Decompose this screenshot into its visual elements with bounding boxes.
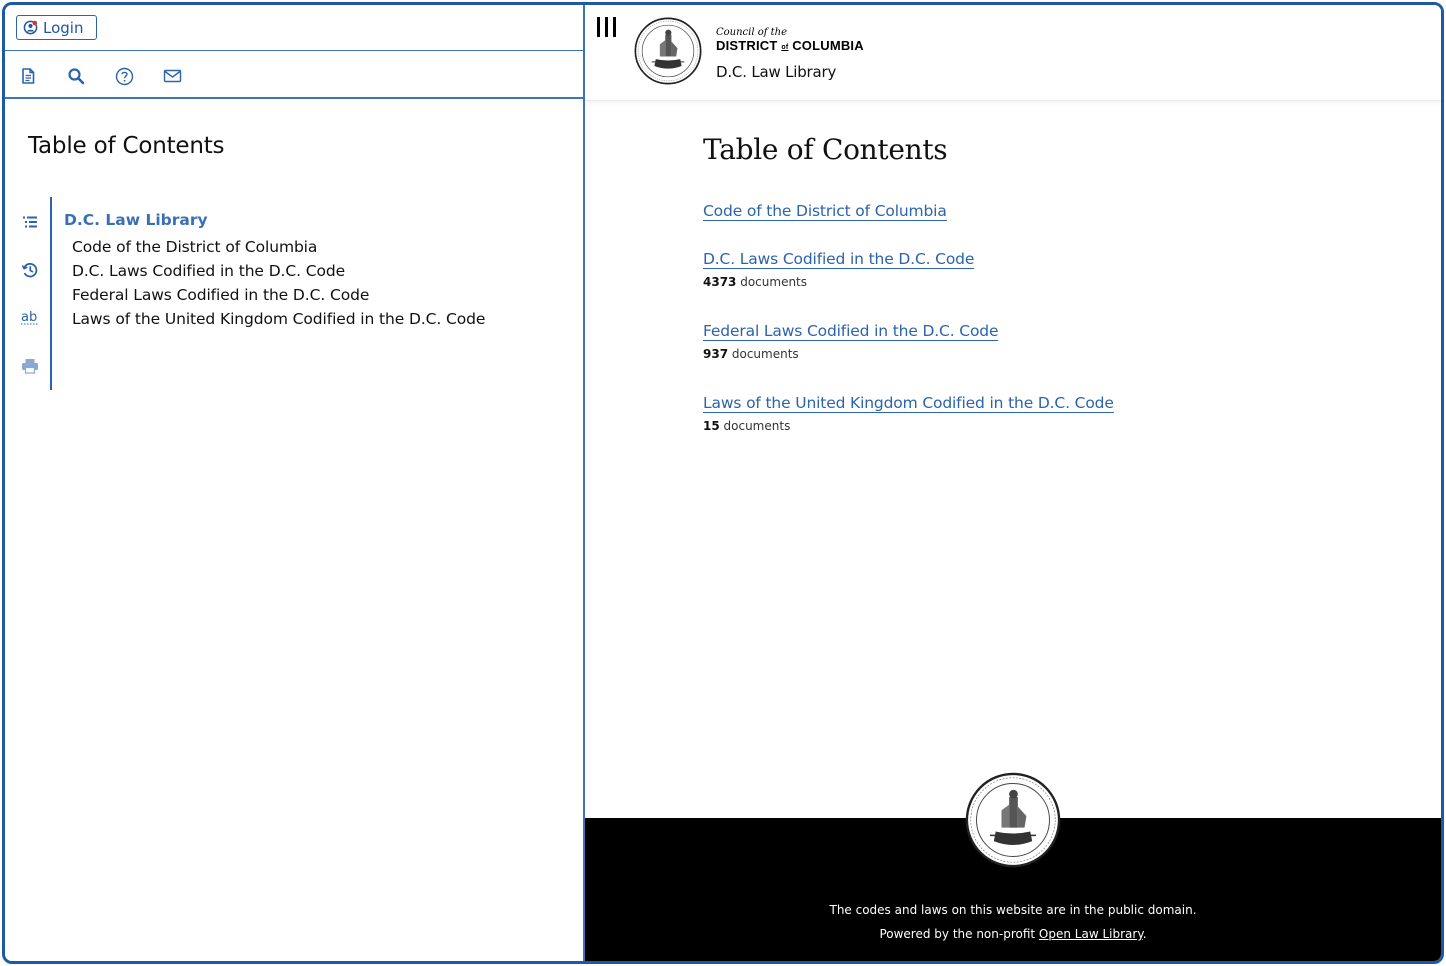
tree-item[interactable]: Laws of the United Kingdom Codified in the D.C. Code [72,310,486,328]
district-logo-text: DISTRICT of COLUMBIA [716,38,864,53]
toc-entry [703,249,974,289]
login-label: Login [43,18,84,37]
history-icon [21,261,39,279]
main-panel [585,5,1441,961]
open-law-library-link[interactable]: Open Law Library [1038,927,1143,941]
tree-root-item[interactable]: D.C. Law Library [64,211,208,229]
document-count: 937 documents [703,347,799,361]
toc-entry [703,393,1114,433]
menu-button[interactable] [597,17,621,39]
login-button[interactable] [16,15,97,40]
toc-entry-link[interactable]: Federal Laws Codified in the D.C. Code [703,322,999,340]
toc-entry-link[interactable]: Laws of the United Kingdom Codified in the D.C. Code [703,394,1114,412]
footer-text [585,898,1441,946]
toc-tab-button[interactable] [17,65,39,87]
document-count: 15 documents [703,419,791,433]
toc-entry [703,321,998,361]
toc-entry-link[interactable]: D.C. Laws Codified in the D.C. Code [703,250,975,268]
footer-line-powered: Powered by the non-profit Open Law Library. [879,927,1147,941]
seal-icon [965,772,1061,868]
spellcheck-icon [20,308,40,328]
history-button[interactable] [17,257,43,283]
list-icon [22,215,38,229]
tree-item[interactable]: D.C. Laws Codified in the D.C. Code [72,262,346,280]
tree-item[interactable]: Code of the District of Columbia [72,238,318,256]
mail-icon [163,68,182,84]
menu-icon [597,17,600,37]
top-bar [5,5,583,51]
user-icon [23,20,38,35]
seal-icon [634,17,702,85]
document-count: 4373 documents [703,275,808,289]
toc-entry-link[interactable]: Code of the District of Columbia [703,202,947,220]
toc-entry [703,201,947,220]
panel-title: Table of Contents [28,133,225,159]
app-window [2,2,1444,964]
svg-text:ab: ab [21,310,38,325]
print-button[interactable] [17,353,43,379]
tree-indicator [50,197,52,390]
print-icon [21,358,39,374]
search-icon [67,67,85,85]
contact-button[interactable] [161,65,183,87]
help-button[interactable] [113,65,135,87]
tree-item[interactable]: Federal Laws Codified in the D.C. Code [72,286,370,304]
toolbar [5,51,583,99]
document-icon [19,67,37,85]
help-icon [115,67,134,86]
footer-line-domain: The codes and laws on this website are in the public domain. [829,903,1197,917]
spellcheck-button[interactable] [17,305,43,331]
page-title: Table of Contents [703,133,948,166]
tree-list [72,235,485,331]
site-title[interactable]: D.C. Law Library [716,63,837,81]
content-area [703,133,1114,433]
contents-button[interactable] [17,209,43,235]
council-label: Council of the [716,27,788,38]
left-panel [5,5,585,961]
site-header [585,5,1441,101]
search-button[interactable] [65,65,87,87]
